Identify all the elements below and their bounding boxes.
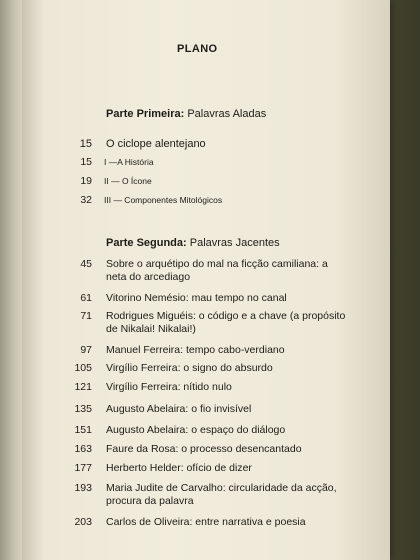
page-title: PLANO [177, 43, 218, 55]
toc-entry-title: Vitorino Nemésio: mau tempo no canal [106, 292, 287, 304]
toc-page-number: 15 [80, 156, 92, 168]
part-1-name: Palavras Aladas [187, 108, 267, 120]
book-spine [0, 0, 22, 560]
toc-entry-title: Maria Judite de Carvalho: circularidade da acção, procura da palavra [106, 482, 337, 507]
toc-entry-title: II — O Ícone [104, 176, 152, 186]
toc-page-number: 97 [80, 344, 92, 356]
toc-page-number: 163 [74, 443, 92, 455]
toc-page-number: 15 [79, 138, 92, 150]
part-2-label: Parte Segunda: [106, 237, 187, 249]
toc-page-number: 177 [74, 462, 92, 474]
part-1-heading [106, 108, 266, 120]
toc-entry-title: Faure da Rosa: o processo desencantado [106, 443, 302, 455]
part-2-heading [106, 237, 280, 249]
toc-page-number: 121 [74, 381, 92, 393]
toc-page-number: 32 [80, 194, 92, 206]
toc-page-number: 61 [80, 292, 92, 304]
toc-entry-title: Virgílio Ferreira: nítido nulo [106, 381, 232, 393]
part-1-label: Parte Primeira: [106, 108, 185, 120]
toc-page-number: 151 [74, 424, 92, 436]
toc-page-number: 135 [74, 403, 92, 415]
toc-entry-title: O ciclope alentejano [106, 138, 206, 150]
toc-page-number: 45 [80, 258, 92, 270]
toc-page-number: 105 [74, 362, 92, 374]
toc-page-number: 193 [74, 482, 92, 494]
toc-page-number: 203 [74, 516, 92, 528]
toc-entry-title: III — Componentes Mitológicos [104, 195, 223, 205]
toc-entry-title: I —A História [104, 157, 154, 167]
toc-entry-title: Herberto Helder: ofício de dizer [106, 462, 252, 474]
toc-entry-title: Augusto Abelaira: o fio invisível [106, 403, 252, 415]
part-2-name: Palavras Jacentes [189, 237, 280, 249]
toc-entry-title: Virgílio Ferreira: o signo do absurdo [106, 362, 273, 374]
toc-entry-title: Augusto Abelaira: o espaço do diálogo [106, 424, 286, 436]
toc-entry-title: Carlos de Oliveira: entre narrativa e poesia [106, 516, 306, 528]
toc-entry-title: Sobre o arquétipo do mal na ficção camiliana: a neta do arcediago [106, 258, 328, 283]
toc-entry-title: Rodrigues Miguéis: o código e a chave (a propósito de Nikalai! Nikalai!) [106, 310, 346, 335]
toc-page-number: 71 [80, 310, 92, 322]
toc-entry-title: Manuel Ferreira: tempo cabo-verdiano [106, 344, 285, 356]
toc-page-number: 19 [80, 175, 92, 187]
